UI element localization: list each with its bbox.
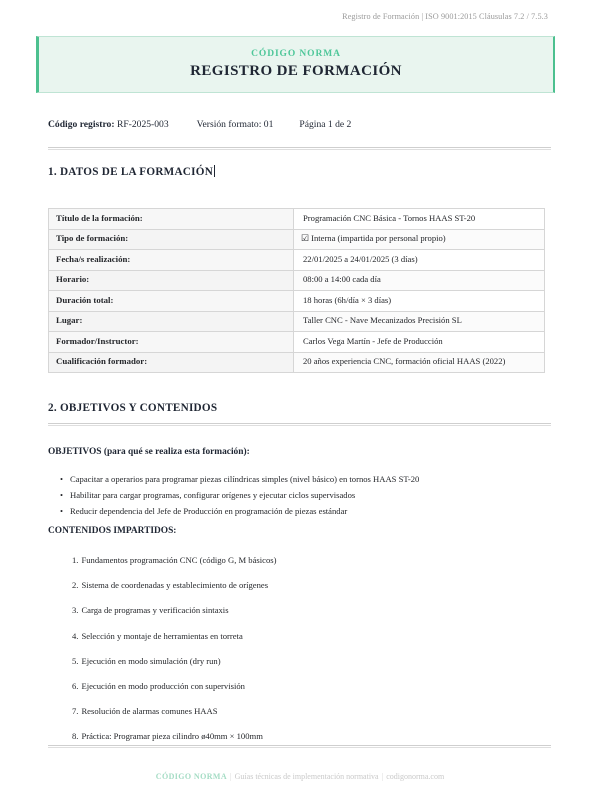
footer-separator: | [230, 772, 232, 781]
row-value-text: 20 años experiencia CNC, formación oficial HAAS (2022) [303, 356, 506, 367]
list-item-text: Resolución de alarmas comunes HAAS [81, 706, 218, 717]
row-value[interactable] [294, 250, 545, 271]
list-item [72, 548, 276, 573]
meta-codigo-value: RF-2025-003 [116, 119, 169, 130]
list-item [72, 598, 276, 623]
list-item-number: 3. [72, 605, 79, 616]
row-value-text: 08:00 a 14:00 cada día [303, 274, 381, 285]
row-label: Tipo de formación: [49, 229, 294, 250]
list-item-text: Sistema de coordenadas y establecimiento de orígenes [81, 580, 269, 591]
table-row [49, 250, 545, 271]
section-one-title: 1. DATOS DE LA FORMACIÓN [48, 166, 214, 178]
row-value-text: Carlos Vega Martín - Jefe de Producción [303, 335, 443, 346]
section-divider-top [48, 147, 551, 150]
title-banner [36, 36, 555, 93]
table-row [49, 270, 545, 291]
footer-site[interactable]: codigonorma.com [386, 772, 445, 781]
row-value[interactable] [294, 209, 545, 230]
row-value-text: Taller CNC - Nave Mecanizados Precisión SL [303, 315, 462, 326]
document-footer [0, 772, 600, 781]
list-item-number: 4. [72, 630, 79, 641]
objetivos-list [60, 471, 419, 519]
list-item [72, 649, 276, 674]
list-item-number: 2. [72, 580, 79, 591]
row-label: Cualificación formador: [49, 352, 294, 373]
table-row [49, 209, 545, 230]
meta-pagina: Página 1 de 2 [299, 119, 352, 130]
row-value-text: 18 horas (6h/día × 3 días) [303, 294, 392, 305]
footer-brand: CÓDIGO NORMA [155, 772, 228, 781]
list-item-number: 1. [72, 555, 79, 565]
meta-version-label: Versión formato: [196, 119, 262, 130]
list-item [72, 699, 276, 724]
objetivos-heading: OBJETIVOS (para qué se realiza esta formación): [48, 447, 250, 457]
list-item-text: Ejecución en modo producción con supervisión [81, 681, 245, 692]
section-divider-middle [48, 423, 551, 426]
list-item-number: 8. [72, 731, 79, 742]
footer-tagline: Guías técnicas de implementación normativa [234, 772, 379, 781]
table-row [49, 311, 545, 332]
datos-formacion-table [48, 208, 545, 373]
row-value[interactable] [294, 332, 545, 353]
list-item-text: Ejecución en modo simulación (dry run) [81, 655, 221, 666]
list-item-number: 7. [72, 706, 79, 717]
document-meta-line [48, 119, 351, 130]
list-item-text: Fundamentos programación CNC (código G, M básicos) [81, 555, 277, 565]
meta-version [197, 119, 274, 130]
row-label: Duración total: [49, 291, 294, 312]
list-item [72, 624, 276, 649]
section-heading-datos [48, 165, 215, 178]
list-item: • Capacitar a operarios para programar piezas cilíndricas simples (nivel básico) en tornos HAAS ST-20 [60, 471, 419, 487]
list-item-text: Carga de programas y verificación sintaxis [81, 605, 229, 616]
row-value-text: Programación CNC Básica - Tornos HAAS ST-20 [303, 212, 476, 223]
row-label: Lugar: [49, 311, 294, 332]
list-item-number: 6. [72, 681, 79, 692]
meta-version-value: 01 [263, 119, 274, 130]
meta-codigo-label: Código registro: [48, 119, 115, 130]
table-row [49, 229, 545, 250]
row-value[interactable] [294, 352, 545, 373]
row-label: Horario: [49, 270, 294, 291]
row-label: Formador/Instructor: [49, 332, 294, 353]
list-item [72, 573, 276, 598]
footer-divider [48, 745, 551, 748]
contenidos-heading: CONTENIDOS IMPARTIDOS: [48, 526, 177, 536]
list-item: • Habilitar para cargar programas, configurar orígenes y ejecutar ciclos supervisados [60, 487, 419, 503]
contenidos-list [72, 548, 276, 750]
footer-separator: | [381, 772, 384, 781]
list-item-text: Práctica: Programar pieza cilindro ø40mm × 100mm [81, 731, 263, 742]
meta-codigo [48, 119, 169, 130]
list-item-text: Selección y montaje de herramientas en torreta [81, 630, 243, 641]
row-label: Título de la formación: [49, 209, 294, 230]
list-item-number: 5. [72, 655, 79, 666]
row-value-text: 22/01/2025 a 24/01/2025 (3 días) [303, 253, 418, 264]
row-value-text: Interna (impartida por personal propio) [311, 233, 446, 244]
running-header: Registro de Formación | ISO 9001:2015 Cláusulas 7.2 / 7.5.3 [342, 12, 548, 21]
table-row [49, 352, 545, 373]
table-row [49, 332, 545, 353]
section-heading-objetivos: 2. OBJETIVOS Y CONTENIDOS [48, 402, 218, 414]
row-value[interactable] [294, 229, 545, 250]
datos-table-body [49, 209, 545, 373]
banner-brand: CÓDIGO NORMA [251, 49, 341, 59]
list-item: • Reducir dependencia del Jefe de Producción en programación de piezas estándar [60, 503, 419, 519]
table-row [49, 291, 545, 312]
row-value[interactable] [294, 291, 545, 312]
list-item [72, 674, 276, 699]
row-value[interactable] [294, 311, 545, 332]
checkbox-icon[interactable]: ☑ [301, 233, 310, 244]
banner-title: REGISTRO DE FORMACIÓN [190, 63, 402, 79]
row-label: Fecha/s realización: [49, 250, 294, 271]
text-cursor [214, 165, 215, 177]
row-value[interactable] [294, 270, 545, 291]
